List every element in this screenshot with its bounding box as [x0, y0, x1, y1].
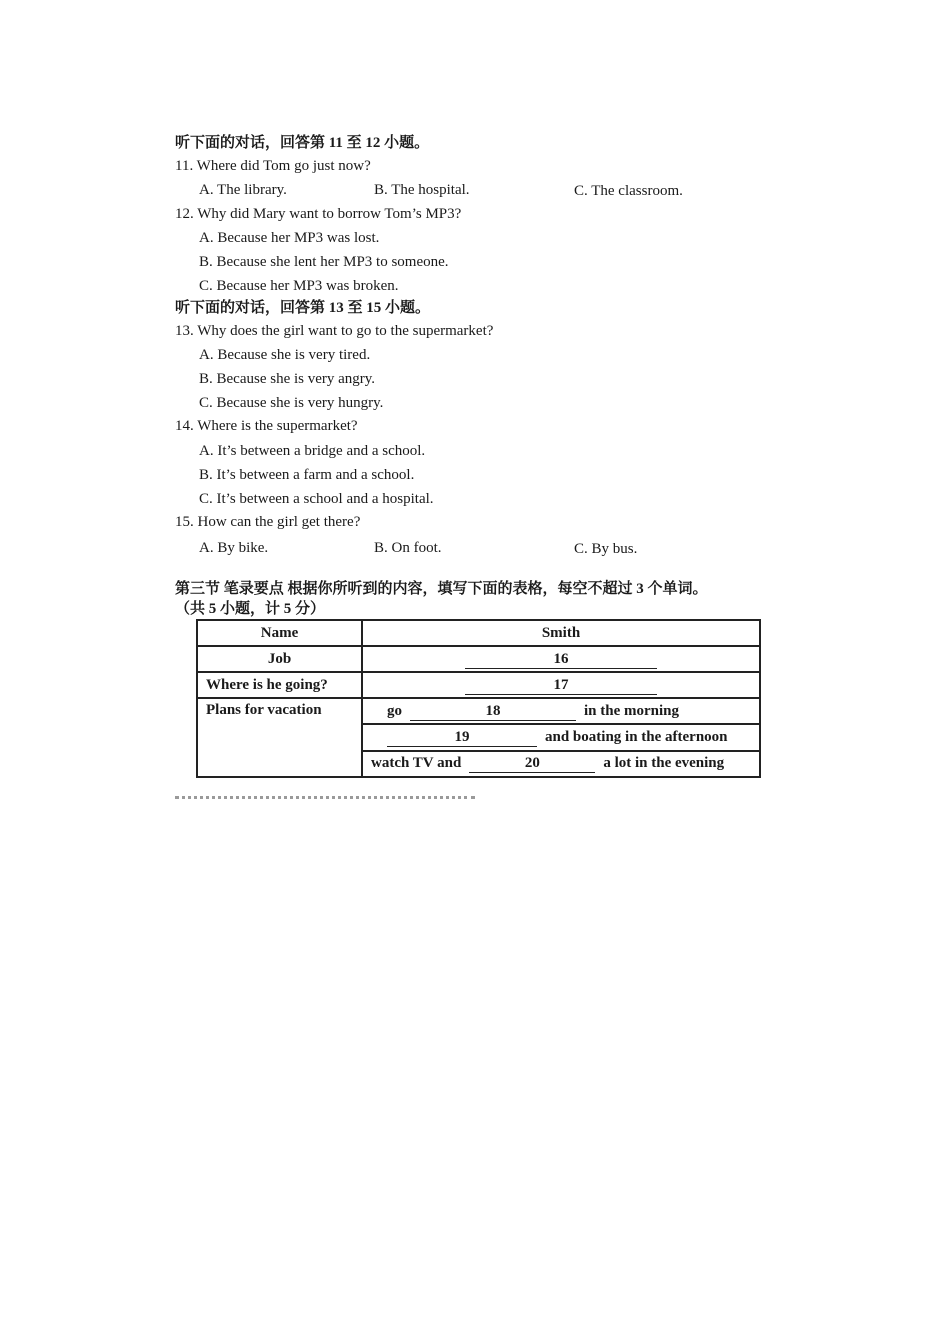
option-12b: B. Because she lent her MP3 to someone.: [199, 254, 449, 270]
section-3-subtitle: （共 5 小题，计 5 分）: [175, 601, 326, 617]
plans-label: Plans for vacation: [197, 698, 362, 777]
option-15a: A. By bike.: [199, 540, 269, 556]
name-label: Name: [197, 620, 362, 646]
blank-19[interactable]: 19: [387, 728, 537, 747]
plan-2-cell: [362, 724, 760, 750]
option-12a: A. Because her MP3 was lost.: [199, 230, 380, 246]
plan-3-post: a lot in the evening: [603, 755, 725, 772]
option-14a: A. It’s between a bridge and a school.: [199, 443, 426, 459]
question-14: 14. Where is the supermarket?: [175, 418, 358, 434]
blank-18[interactable]: 18: [410, 702, 576, 721]
question-12: 12. Why did Mary want to borrow Tom’s MP3?: [175, 206, 462, 222]
option-12c: C. Because her MP3 was broken.: [199, 278, 399, 294]
option-11b: B. The hospital.: [374, 182, 470, 198]
option-15b: B. On foot.: [374, 540, 442, 556]
question-13: 13. Why does the girl want to go to the supermarket?: [175, 323, 494, 339]
table-row-name: [197, 620, 760, 646]
plan-1-cell: [362, 698, 760, 724]
option-15c: C. By bus.: [574, 541, 638, 557]
option-13c: C. Because she is very hungry.: [199, 395, 384, 411]
section-b-header: 听下面的对话，回答第 13 至 15 小题。: [175, 300, 431, 316]
option-14b: B. It’s between a farm and a school.: [199, 467, 415, 483]
option-13b: B. Because she is very angry.: [199, 371, 376, 387]
table-row-job: [197, 646, 760, 672]
going-label: Where is he going?: [197, 672, 362, 698]
blank-17[interactable]: 17: [465, 676, 657, 695]
question-15: 15. How can the girl get there?: [175, 514, 361, 530]
option-14c: C. It’s between a school and a hospital.: [199, 491, 434, 507]
plan-1-pre: go: [387, 702, 402, 719]
blank-16[interactable]: 16: [465, 650, 657, 669]
table-row-plan-1: [197, 698, 760, 724]
plan-2-post: and boating in the afternoon: [545, 728, 728, 745]
job-cell: [362, 646, 760, 672]
name-value: Smith: [362, 620, 760, 646]
plan-3-cell: [362, 751, 760, 777]
plan-1-post: in the morning: [584, 702, 680, 719]
option-13a: A. Because she is very tired.: [199, 347, 371, 363]
going-cell: [362, 672, 760, 698]
job-label: Job: [197, 646, 362, 672]
option-11a: A. The library.: [199, 182, 287, 198]
table-row-going: [197, 672, 760, 698]
option-11c: C. The classroom.: [574, 183, 683, 199]
question-11: 11. Where did Tom go just now?: [175, 158, 371, 174]
plan-3-pre: watch TV and: [371, 755, 462, 772]
blank-20[interactable]: 20: [469, 754, 595, 773]
section-a-header: 听下面的对话，回答第 11 至 12 小题。: [175, 135, 430, 151]
notes-table: [196, 619, 761, 778]
cut-off-line: [175, 796, 475, 805]
section-3-title: 第三节 笔录要点 根据你所听到的内容，填写下面的表格，每空不超过 3 个单词。: [175, 581, 708, 597]
